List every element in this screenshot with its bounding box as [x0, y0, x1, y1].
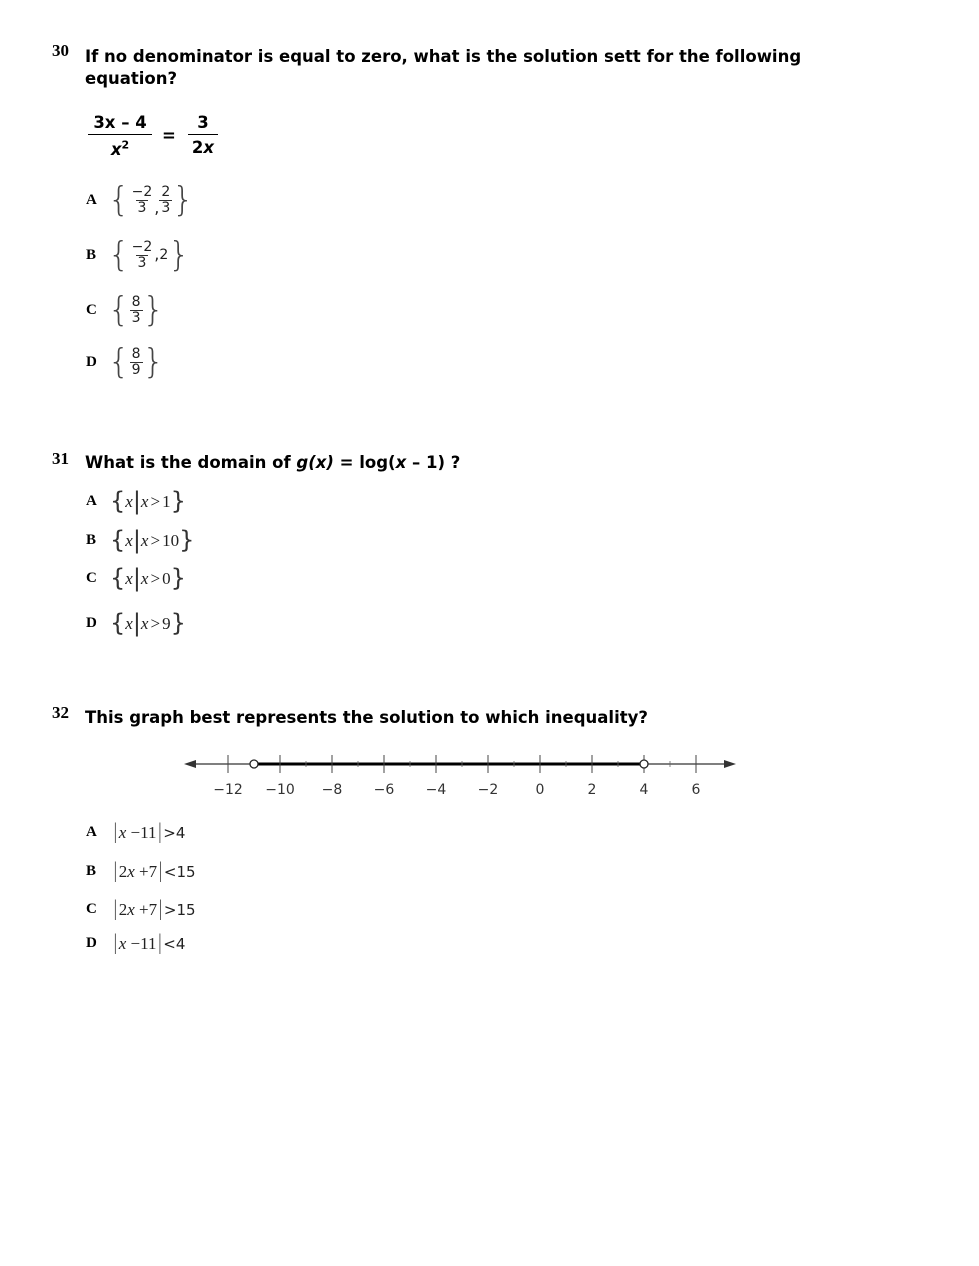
question-31-func: g(x)	[296, 453, 334, 472]
question-30-text	[85, 46, 845, 90]
question-32-text: This graph best represents the solution to which inequality?	[85, 708, 648, 727]
such-that-bar: |	[132, 564, 141, 592]
option-letter[interactable]: B	[86, 863, 97, 879]
answer-choice-d[interactable]	[108, 342, 165, 382]
fraction-numerator: 8	[131, 293, 141, 310]
number-line-graph	[180, 745, 740, 801]
such-that-bar: |	[132, 609, 141, 637]
greater-than-sign: >	[150, 614, 161, 633]
abs-expression: x −11	[118, 823, 157, 842]
right-brace: }	[179, 526, 195, 554]
equation-left-fraction	[88, 113, 152, 159]
bound-value: 9	[162, 614, 171, 633]
set-variable: x	[140, 531, 149, 550]
tick-label: −10	[265, 782, 295, 798]
tick-label: 4	[639, 782, 649, 798]
fraction-numerator: −2	[131, 183, 153, 200]
option-letter[interactable]: A	[86, 192, 97, 208]
answer-choice-b[interactable]	[108, 235, 190, 275]
set-variable: x	[140, 492, 149, 511]
tick-label: −12	[213, 782, 243, 798]
answer-choice-c[interactable]	[108, 290, 165, 330]
answer-choice-a[interactable]	[110, 487, 186, 515]
answer-choice-d[interactable]	[112, 930, 185, 954]
left-brace: {	[108, 290, 130, 330]
set-fraction	[130, 295, 143, 326]
left-brace: {	[108, 180, 130, 220]
left-arrow	[184, 760, 196, 768]
abs-bar-right: |	[156, 819, 164, 843]
left-brace: {	[108, 235, 130, 275]
option-letter[interactable]: D	[86, 615, 97, 631]
fraction-numerator: 8	[131, 345, 141, 362]
greater-than-sign: >	[150, 569, 161, 588]
comma: ,	[154, 244, 160, 264]
option-letter[interactable]: D	[86, 935, 97, 951]
such-that-bar: |	[132, 487, 141, 515]
inequality-relation: <4	[163, 935, 186, 953]
equation-left-numerator: 3x – 4	[93, 113, 147, 132]
open-endpoint-right	[640, 760, 648, 768]
abs-bar-right: |	[156, 930, 164, 954]
tick-label: −8	[321, 782, 343, 798]
right-arrow	[724, 760, 736, 768]
question-31-text	[85, 452, 845, 474]
fraction-denominator: 3	[161, 199, 171, 216]
inequality-relation: <15	[163, 863, 196, 881]
option-letter[interactable]: D	[86, 354, 97, 370]
right-brace: }	[170, 487, 186, 515]
option-letter[interactable]: A	[86, 493, 97, 509]
abs-bar-right: |	[157, 858, 164, 882]
left-brace: {	[110, 526, 126, 554]
question-30-text-line2: equation?	[85, 69, 178, 88]
tick-label: −6	[373, 782, 395, 798]
fraction-denominator: 3	[131, 309, 141, 326]
bound-value: 1	[162, 492, 171, 511]
set-fraction	[130, 240, 155, 271]
answer-choice-c[interactable]	[110, 564, 186, 592]
answer-choice-c[interactable]	[112, 896, 196, 920]
set-variable: x	[125, 531, 133, 550]
left-brace: {	[110, 487, 126, 515]
right-brace: }	[170, 609, 186, 637]
set-fraction	[130, 347, 143, 378]
answer-choice-a[interactable]	[108, 180, 194, 220]
question-32-number: 32	[52, 703, 69, 722]
question-31-number: 31	[52, 449, 69, 468]
tick-label: 2	[587, 782, 597, 798]
question-31-var: x	[395, 453, 407, 472]
answer-choice-a[interactable]	[112, 819, 185, 843]
set-variable: x	[125, 614, 133, 633]
right-brace: }	[142, 342, 165, 382]
greater-than-sign: >	[150, 492, 161, 511]
right-brace: }	[142, 290, 165, 330]
fraction-denominator: 9	[131, 361, 141, 378]
abs-expression: 2x +7	[118, 900, 158, 919]
abs-bar-left: |	[112, 819, 119, 843]
open-endpoint-left	[250, 760, 258, 768]
option-letter[interactable]: A	[86, 824, 97, 840]
answer-choice-d[interactable]	[110, 609, 186, 637]
left-brace: {	[108, 342, 130, 382]
fraction-denominator: 3	[137, 254, 147, 271]
set-fraction	[130, 185, 155, 216]
right-brace: }	[170, 564, 186, 592]
answer-choice-b[interactable]	[112, 858, 196, 882]
equation-right-numerator: 3	[197, 113, 209, 132]
question-31-text-prefix: What is the domain of	[85, 453, 297, 472]
inequality-relation: >4	[163, 824, 186, 842]
question-30-text-line1: If no denominator is equal to zero, what is the solution sett for the following	[85, 47, 802, 66]
greater-than-sign: >	[150, 531, 161, 550]
fraction-numerator: −2	[131, 238, 153, 255]
option-letter[interactable]: B	[86, 532, 97, 548]
equation-left-den-text: $x^2$	[110, 138, 130, 159]
inequality-relation: >15	[163, 901, 196, 919]
equation-left-denominator	[88, 134, 152, 159]
equation-right-denominator: 2x	[188, 134, 218, 157]
question-31-text-mid: = log(	[333, 453, 396, 472]
tick-label: 0	[535, 782, 545, 798]
left-brace: {	[110, 564, 126, 592]
abs-bar-left: |	[112, 858, 119, 882]
abs-expression: 2x +7	[118, 862, 158, 881]
set-fraction	[159, 185, 172, 216]
abs-bar-left: |	[112, 930, 119, 954]
bound-value: 0	[162, 569, 171, 588]
equation-right-fraction	[188, 113, 218, 157]
such-that-bar: |	[132, 526, 141, 554]
set-variable: x	[140, 614, 149, 633]
tick-label: 6	[691, 782, 701, 798]
abs-bar-right: |	[157, 896, 164, 920]
abs-expression: x −11	[118, 934, 157, 953]
option-letter[interactable]: C	[86, 901, 97, 917]
left-brace: {	[110, 609, 126, 637]
set-variable: x	[125, 569, 133, 588]
right-brace: }	[172, 180, 194, 220]
fraction-numerator: 2	[161, 183, 171, 200]
question-30-number: 30	[52, 41, 69, 60]
question-31-text-suffix: – 1) ?	[406, 453, 461, 472]
fraction-denominator: 3	[137, 199, 147, 216]
tick-label: −2	[477, 782, 499, 798]
tick-label: −4	[425, 782, 447, 798]
equation-equals: =	[162, 126, 176, 145]
comma: ,	[154, 198, 160, 217]
answer-choice-b[interactable]	[110, 526, 194, 554]
bound-value: 10	[162, 531, 180, 550]
abs-bar-left: |	[112, 896, 119, 920]
option-letter[interactable]: B	[86, 247, 97, 263]
set-variable: x	[140, 569, 149, 588]
set-variable: x	[125, 492, 133, 511]
right-brace: }	[168, 235, 190, 275]
option-letter[interactable]: C	[86, 302, 97, 318]
option-letter[interactable]: C	[86, 570, 97, 586]
set-element: 2	[159, 247, 169, 263]
